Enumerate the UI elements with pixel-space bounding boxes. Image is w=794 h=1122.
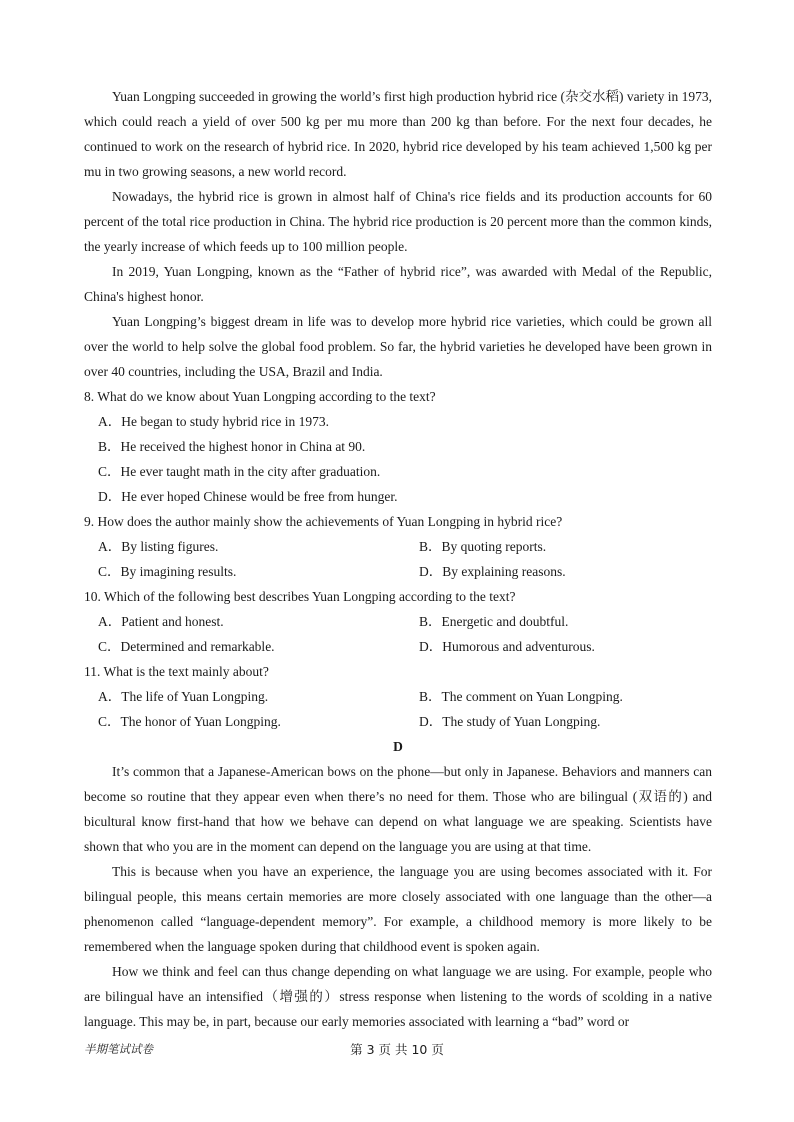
question-11-option-b: B．The comment on Yuan Longping. [419, 689, 623, 704]
question-11-stem: 11. What is the text mainly about? [84, 664, 269, 679]
question-8-option-c: C．He ever taught math in the city after graduation. [98, 464, 381, 479]
question-11-option-d: D．The study of Yuan Longping. [419, 714, 601, 729]
question-10-stem: 10. Which of the following best describes Yuan Longping according to the text? [84, 589, 516, 604]
question-9-option-a: A．By listing figures. [98, 539, 219, 554]
passage-d-paragraph-1: It’s common that a Japanese-American bows on the phone—but only in Japanese. Behaviors and manners can become so routine that they appear even when there’s no need for them. Those who are bilingual (双语的) and bicultural know first-hand that how we behave can depend on what language we are speaking. Scientists have shown that who you are in the moment can depend on the language you are using at that time. [84, 764, 712, 854]
question-8-option-b: B．He received the highest honor in China at 90. [98, 439, 366, 454]
question-10-option-b: B．Energetic and doubtful. [419, 614, 569, 629]
passage-c-paragraph-2: Nowadays, the hybrid rice is grown in almost half of China's rice fields and its production accounts for 60 percent of the total rice production in China. The hybrid rice production is 20 percent more than the common kinds, the yearly increase of which feeds up to 100 million people. [84, 189, 712, 254]
question-9-option-c: C．By imagining results. [98, 564, 237, 579]
passage-c-paragraph-4: Yuan Longping’s biggest dream in life was to develop more hybrid rice varieties, which could be grown all over the world to help solve the global food problem. So far, the hybrid varieties he developed have been grown in over 40 countries, including the USA, Brazil and India. [84, 314, 712, 379]
question-11-option-c: C．The honor of Yuan Longping. [98, 714, 281, 729]
question-10-option-a: A．Patient and honest. [98, 614, 224, 629]
question-8-option-d: D．He ever hoped Chinese would be free from hunger. [98, 489, 398, 504]
question-11-option-a: A．The life of Yuan Longping. [98, 689, 269, 704]
footer-exam-label: 半期笔试试卷 [84, 1042, 153, 1056]
question-9-stem: 9. How does the author mainly show the achievements of Yuan Longping in hybrid rice? [84, 514, 563, 529]
section-d-heading: D [393, 739, 403, 754]
question-10-option-d: D．Humorous and adventurous. [419, 639, 595, 654]
footer-page-number: 第 3 页 共 10 页 [350, 1042, 444, 1057]
question-8-option-a: A．He began to study hybrid rice in 1973. [98, 414, 329, 429]
passage-c-paragraph-1: Yuan Longping succeeded in growing the world’s first high production hybrid rice (杂交水稻) variety in 1973, which could reach a yield of over 500 kg per mu more than 200 kg than before. For the next four decades, he continued to work on the research of hybrid rice. In 2020, hybrid rice developed by his team achieved 1,500 kg per mu in two growing seasons, a new world record. [84, 89, 712, 179]
question-8-stem: 8. What do we know about Yuan Longping according to the text? [84, 389, 436, 404]
passage-d-paragraph-2: This is because when you have an experience, the language you are using becomes associated with it. For bilingual people, this means certain memories are more closely associated with one language than the other—a phenomenon called “language-dependent memory”. For example, a childhood memory is more likely to be remembered when the language spoken during that childhood event is spoken again. [84, 864, 712, 954]
question-9-option-b: B．By quoting reports. [419, 539, 547, 554]
question-9-option-d: D．By explaining reasons. [419, 564, 566, 579]
passage-c-paragraph-3: In 2019, Yuan Longping, known as the “Father of hybrid rice”, was awarded with Medal of the Republic, China's highest honor. [84, 264, 712, 304]
passage-d-paragraph-3: How we think and feel can thus change depending on what language we are using. For example, people who are bilingual have an intensified（增强的）stress response when listening to the words of scolding in a native language. This may be, in part, because our early memories associated with learning a “bad” word or [84, 964, 712, 1029]
question-10-option-c: C．Determined and remarkable. [98, 639, 275, 654]
